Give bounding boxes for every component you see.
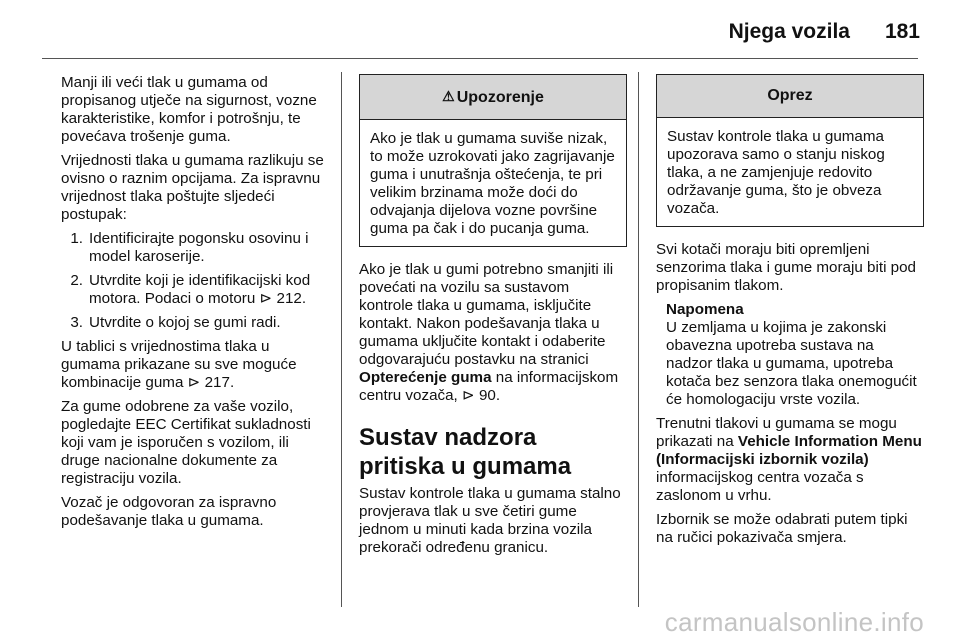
step-number: 3.: [70, 314, 83, 331]
paragraph: Svi kotači moraju biti opremljeni senzorima tlaka i gume moraju biti pod propisanim tlakom.: [656, 241, 916, 294]
list-item: [61, 272, 329, 308]
caution-text: Sustav kontrole tlaka u gumama upozorava samo o stanju niskog tlaka, a ne zamjenjuje redovito održavanje guma, što je obveza vozača.: [667, 128, 885, 217]
chapter-title: Njega vozila: [728, 20, 850, 43]
column-divider-1: [341, 72, 342, 607]
warning-triangle-icon: ⚠: [442, 88, 455, 104]
paragraph: Vozač je odgovoran za ispravno podešavanje tlaka u gumama.: [61, 494, 277, 529]
paragraph: Ako je tlak u gumi potrebno smanjiti ili povećati na vozilu sa sustavom kontrole tlaka u gumama, isključite kontakt. Nakon podešavanja tlaka u gumama uključite kontakt i odaberite odgovarajuću postavku na stranici Opterećenje guma na informacijskom centru vozača, ⊳ 90.: [359, 261, 619, 404]
note-text: U zemljama u kojima je zakonski obavezna upotreba sustava na nadzor tlaka u gumama, upotreba kotača bez senzora tlaka onemogućit će homologaciju vrste vozila.: [666, 319, 917, 408]
step-number: 1.: [70, 230, 83, 247]
column-right: [656, 74, 924, 553]
step-text: Utvrdite o kojoj se gumi radi.: [89, 314, 281, 331]
column-divider-2: [638, 72, 639, 607]
note-block: [656, 301, 924, 409]
column-left: [61, 74, 329, 536]
page-header: [0, 0, 960, 62]
page-ref-icon: ⊳: [259, 290, 273, 307]
paragraph: Sustav kontrole tlaka u gumama stalno provjerava tlak u sve četiri gume jednom u minuti kada brzina vozila prekorači određenu granicu.: [359, 485, 621, 556]
list-item: [61, 314, 329, 332]
caution-box: [656, 74, 924, 227]
procedure-list: [61, 230, 329, 332]
menu-term: Vehicle Information Menu (Informacijski izbornik vozila): [656, 433, 922, 468]
header-divider: [42, 58, 918, 59]
section-heading: Sustav nadzora pritiska u gumama: [359, 424, 572, 480]
menu-term: Opterećenje guma: [359, 369, 492, 386]
page-reference-link[interactable]: 217.: [204, 374, 235, 391]
caution-title: Oprez: [657, 75, 923, 118]
warning-text: Ako je tlak u gumama suviše nizak, to može uzrokovati jako zagrijavanje guma i unutrašnja oštećenja, te pri velikim brzinama može doći do odvajanja dijelova vozne površine guma pa čak i do pucanja guma.: [370, 130, 615, 237]
note-title: Napomena: [666, 301, 744, 318]
watermark: carmanualsonline.info: [664, 607, 924, 637]
warning-box: [359, 74, 627, 247]
step-text: Utvrdite koji je identifikacijski kod motora. Podaci o motoru: [89, 272, 311, 307]
step-body: [89, 272, 329, 308]
column-middle: [359, 74, 627, 563]
warning-title: Upozorenje: [456, 89, 544, 106]
page-ref-icon: ⊳: [187, 374, 201, 391]
page-reference-link[interactable]: 212.: [276, 290, 307, 307]
step-number: 2.: [70, 272, 83, 289]
step-text: Identificirajte pogonsku osovinu i model karoserije.: [89, 230, 309, 265]
paragraph: Vrijednosti tlaka u gumama razlikuju se ovisno o raznim opcijama. Za ispravnu vrijednost tlaka poštujte sljedeći postupak:: [61, 152, 324, 223]
page-number: 181: [884, 20, 920, 43]
page-reference-link[interactable]: 90.: [478, 387, 501, 404]
page-ref-icon: ⊳: [462, 387, 475, 404]
paragraph: Za gume odobrene za vaše vozilo, pogledajte EEC Certifikat sukladnosti koji vam je isporučen s vozilom, ili druge nacionalne dokumente za registraciju vozila.: [61, 398, 311, 487]
paragraph: U tablici s vrijednostima tlaka u gumama prikazane su sve moguće kombinacije guma ⊳ 217.: [61, 338, 297, 391]
list-item: [61, 230, 329, 266]
paragraph: Izbornik se može odabrati putem tipki na ručici pokazivača smjera.: [656, 511, 908, 546]
paragraph: Manji ili veći tlak u gumama od propisanog utječe na sigurnost, vozne karakteristike, komfor i potrošnju, te povećava trošenje guma.: [61, 74, 317, 145]
warning-header: [360, 75, 626, 120]
paragraph: Trenutni tlakovi u gumama se mogu prikazati na Vehicle Information Menu (Informacijski izbornik vozila) informacijskog centra vozača s zaslonom u vrhu.: [656, 415, 922, 504]
